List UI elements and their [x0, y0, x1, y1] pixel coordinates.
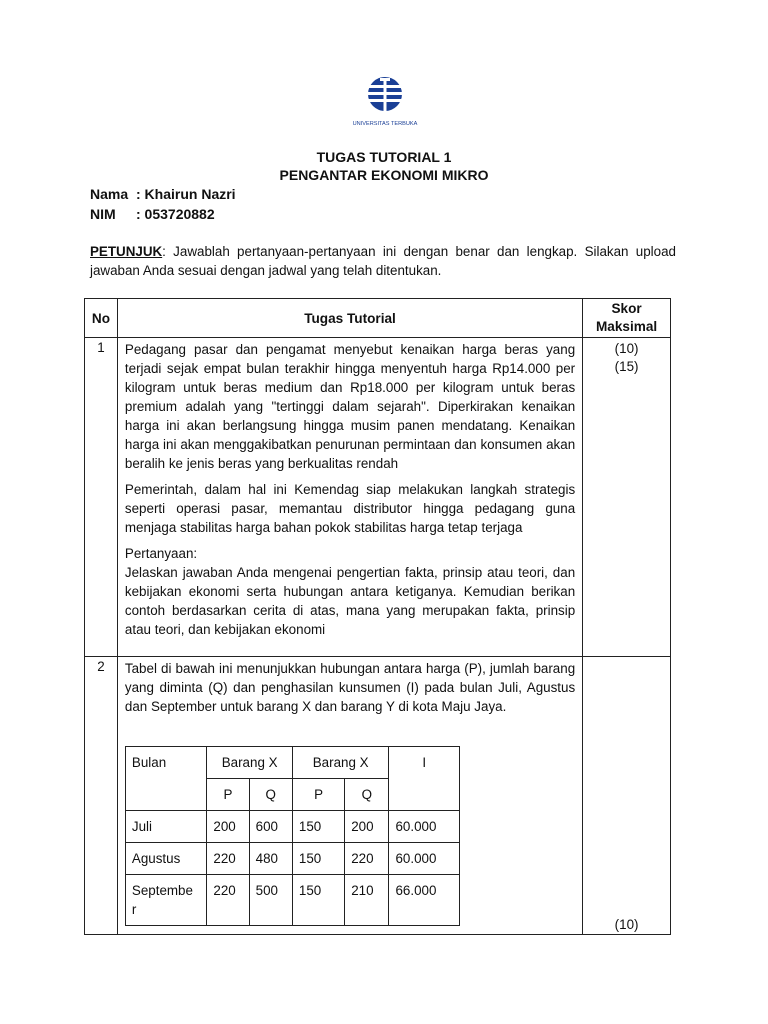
cell-q2: 210	[345, 875, 389, 926]
table-row	[125, 811, 459, 843]
price-quantity-table	[125, 746, 460, 926]
score-value: (15)	[614, 359, 639, 374]
question-2-content	[117, 657, 582, 935]
col-income: I	[389, 747, 459, 811]
question-2-score: (10)	[583, 657, 671, 935]
nim-value: : 053720882	[136, 206, 215, 222]
col-barang-x-2: Barang X	[292, 747, 389, 779]
university-logo	[345, 70, 425, 132]
question-1-score	[583, 338, 671, 657]
logo-text: UNIVERSITAS TERBUKA	[352, 121, 418, 127]
sub-p: P	[207, 779, 249, 811]
table-row	[85, 657, 671, 935]
header-score-line-1: Skor	[611, 301, 642, 316]
inner-table-header-row	[125, 747, 459, 779]
cell-p2: 150	[292, 875, 344, 926]
question-1-question-label: Pertanyaan:	[124, 546, 198, 561]
question-1-content	[117, 338, 582, 657]
cell-i: 60.000	[389, 811, 459, 843]
university-emblem-icon	[345, 70, 425, 132]
cell-bulan: Agustus	[125, 843, 206, 875]
row-number: 1	[85, 338, 118, 657]
name-value: : Khairun Nazri	[136, 186, 236, 202]
cell-p1: 220	[207, 843, 249, 875]
question-2-text: Tabel di bawah ini menunjukkan hubungan antara harga (P), jumlah barang yang diminta (Q) dan penghasilan kunsumen (I) pada bulan Juli, Agustus dan September untuk barang X dan barang Y di kota Maju Jaya.	[124, 661, 576, 714]
header-score-line-2: Maksimal	[595, 319, 658, 334]
cell-q2: 220	[345, 843, 389, 875]
instructions	[90, 242, 676, 280]
table-row	[125, 875, 459, 926]
question-1-paragraph-2: Pemerintah, dalam hal ini Kemendag siap melakukan langkah strategis seperti operasi pasar, memantau distributor hingga pedagang guna menjaga stabilitas harga bahan pokok stabilitas harga tetap terjaga	[124, 482, 576, 535]
sub-p: P	[292, 779, 344, 811]
header-score	[583, 299, 671, 338]
name-row	[90, 186, 236, 202]
cell-i: 60.000	[389, 843, 459, 875]
name-label: Nama	[90, 186, 129, 202]
col-barang-x-1: Barang X	[207, 747, 293, 779]
header-no: No	[85, 299, 118, 338]
cell-q1: 480	[249, 843, 292, 875]
cell-p2: 150	[292, 811, 344, 843]
sub-q: Q	[249, 779, 292, 811]
score-value: (10)	[614, 341, 639, 356]
instructions-text: : Jawablah pertanyaan-pertanyaan ini dengan benar dan lengkap. Silakan upload jawaban Anda sesuai dengan jadwal yang telah ditentukan.	[90, 244, 676, 278]
header-task: Tugas Tutorial	[117, 299, 582, 338]
col-bulan: Bulan	[125, 747, 206, 811]
instructions-heading: PETUNJUK	[90, 244, 163, 259]
cell-q2: 200	[345, 811, 389, 843]
question-1-question-text: Jelaskan jawaban Anda mengenai pengertian fakta, prinsip atau teori, dan kebijakan ekonomi serta hubungan antara ketiganya. Kemudian berikan contoh berdasarkan cerita di atas, mana yang merupakan fakta, prinsip atau teori, dan kebijakan ekonomi	[124, 565, 576, 637]
title-line-1: TUGAS TUTORIAL 1	[316, 149, 452, 165]
table-row	[85, 338, 671, 657]
sub-q: Q	[345, 779, 389, 811]
cell-i: 66.000	[389, 875, 459, 926]
tutorial-table	[84, 298, 671, 935]
table-header-row	[85, 299, 671, 338]
cell-q1: 500	[249, 875, 292, 926]
cell-q1: 600	[249, 811, 292, 843]
row-number: 2	[85, 657, 118, 935]
cell-p2: 150	[292, 843, 344, 875]
title-line-2: PENGANTAR EKONOMI MIKRO	[279, 167, 489, 183]
nim-row	[90, 206, 215, 222]
cell-bulan: Juli	[125, 811, 206, 843]
cell-bulan: Septembe r	[125, 875, 206, 926]
question-1-paragraph-1: Pedagang pasar dan pengamat menyebut kenaikan harga beras yang terjadi sejak empat bulan terakhir hingga menyentuh harga Rp14.000 per kilogram untuk beras medium dan Rp18.000 per kilogram untuk beras premium adalah yang "tertinggi dalam sejarah". Diperkirakan kenaikan harga ini akan berlangsung hingga musim panen mendatang. Kenaikan harga ini akan menggakibatkan penurunan permintaan dan konsumen akan beralih ke jenis beras yang berkualitas rendah	[124, 342, 576, 471]
table-row	[125, 843, 459, 875]
nim-label: NIM	[90, 206, 116, 222]
cell-p1: 220	[207, 875, 249, 926]
cell-p1: 200	[207, 811, 249, 843]
